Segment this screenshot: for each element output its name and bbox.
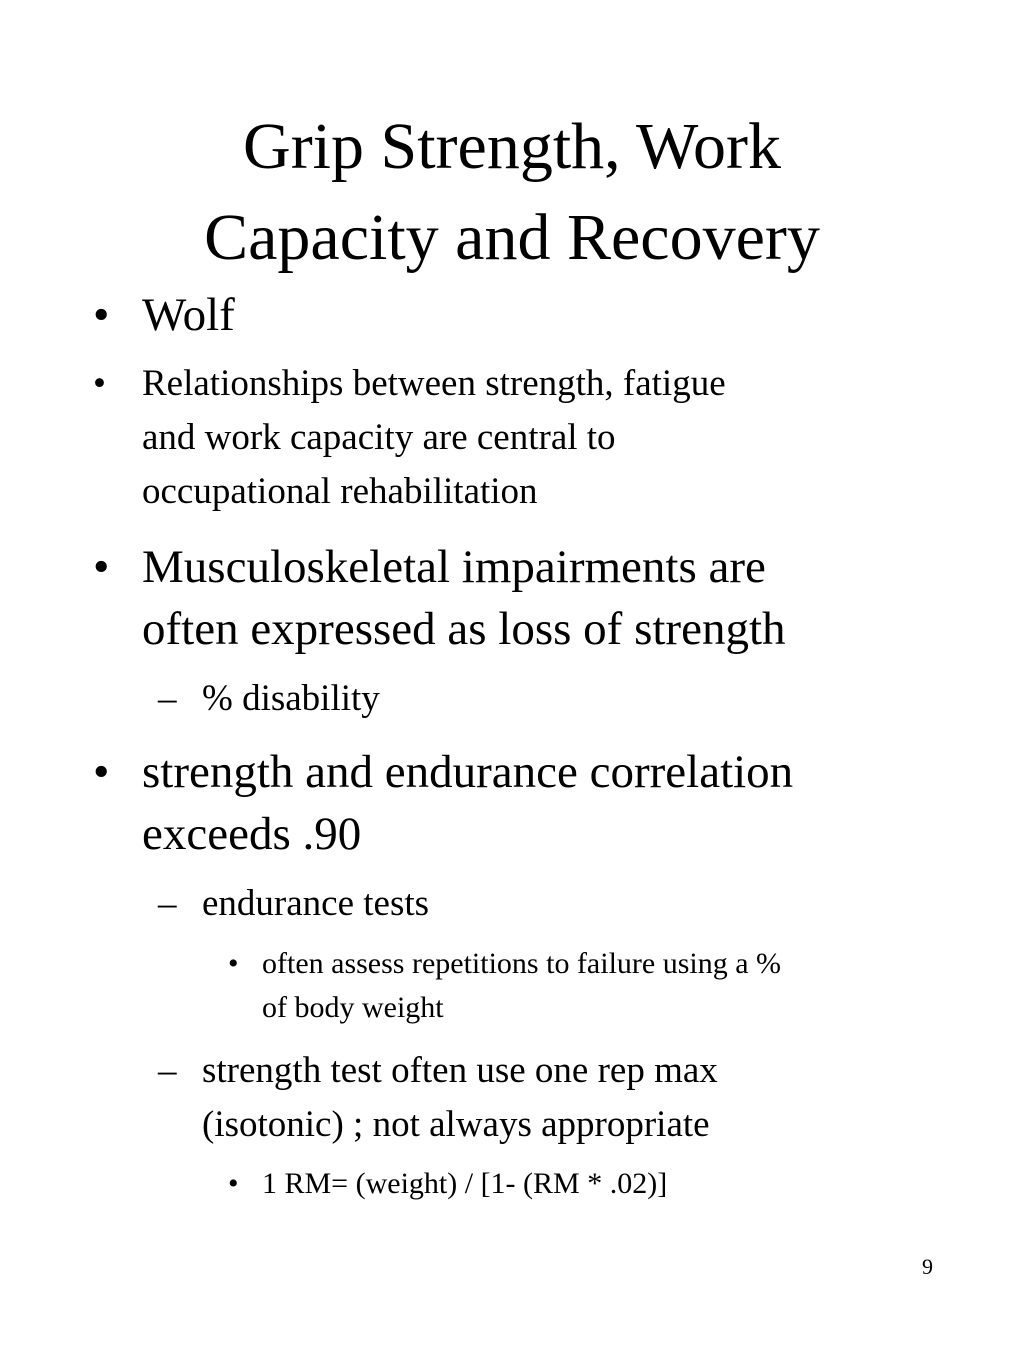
sub-bullet-strength-test-line-1: strength test often use one rep max bbox=[202, 1050, 718, 1091]
bullet-icon: • bbox=[93, 289, 110, 341]
bullet-relationships-line-3: occupational rehabilitation bbox=[142, 471, 538, 512]
sub-sub-bullet-often-assess-line-2: of body weight bbox=[262, 991, 444, 1024]
bullet-relationships-line-1: Relationships between strength, fatigue bbox=[142, 363, 726, 404]
bullet-musculoskeletal-line-2: often expressed as loss of strength bbox=[142, 603, 786, 655]
sub-bullet-strength-test-line-2: (isotonic) ; not always appropriate bbox=[202, 1104, 710, 1145]
sub-sub-bullet-often-assess-line-1: often assess repetitions to failure using a % bbox=[262, 947, 782, 980]
bullet-icon: • bbox=[228, 947, 239, 980]
bullet-relationships-line-2: and work capacity are central to bbox=[142, 417, 616, 458]
slide-title-line-1: Grip Strength, Work bbox=[243, 110, 781, 183]
bullet-icon: • bbox=[228, 1167, 239, 1200]
slide-title bbox=[0, 101, 1024, 283]
sub-bullet-strength-test bbox=[202, 1044, 718, 1152]
dash-icon: – bbox=[158, 1050, 177, 1091]
sub-bullet-disability-text: % disability bbox=[202, 678, 380, 719]
sub-bullet-endurance-tests bbox=[202, 877, 429, 931]
sub-bullet-endurance-tests-text: endurance tests bbox=[202, 883, 430, 924]
bullet-icon: • bbox=[93, 541, 110, 593]
bullet-strength-endurance-line-2: exceeds .90 bbox=[142, 808, 362, 860]
sub-sub-bullet-formula bbox=[262, 1162, 667, 1206]
bullet-strength-endurance bbox=[142, 741, 793, 865]
bullet-musculoskeletal bbox=[142, 536, 786, 660]
bullet-strength-endurance-line-1: strength and endurance correlation bbox=[142, 746, 794, 798]
bullet-wolf-text: Wolf bbox=[142, 289, 235, 341]
dash-icon: – bbox=[158, 883, 177, 924]
bullet-icon: • bbox=[93, 746, 110, 798]
bullet-wolf bbox=[142, 284, 235, 346]
bullet-musculoskeletal-line-1: Musculoskeletal impairments are bbox=[142, 541, 766, 593]
bullet-relationships bbox=[142, 357, 726, 519]
dash-icon: – bbox=[158, 678, 177, 719]
bullet-icon: • bbox=[93, 363, 106, 404]
sub-sub-bullet-often-assess bbox=[262, 942, 781, 1030]
sub-sub-bullet-formula-text: 1 RM= (weight) / [1- (RM * .02)] bbox=[262, 1167, 668, 1200]
page-number: 9 bbox=[922, 1254, 933, 1279]
sub-bullet-disability bbox=[202, 672, 380, 726]
slide-title-line-2: Capacity and Recovery bbox=[204, 201, 820, 274]
